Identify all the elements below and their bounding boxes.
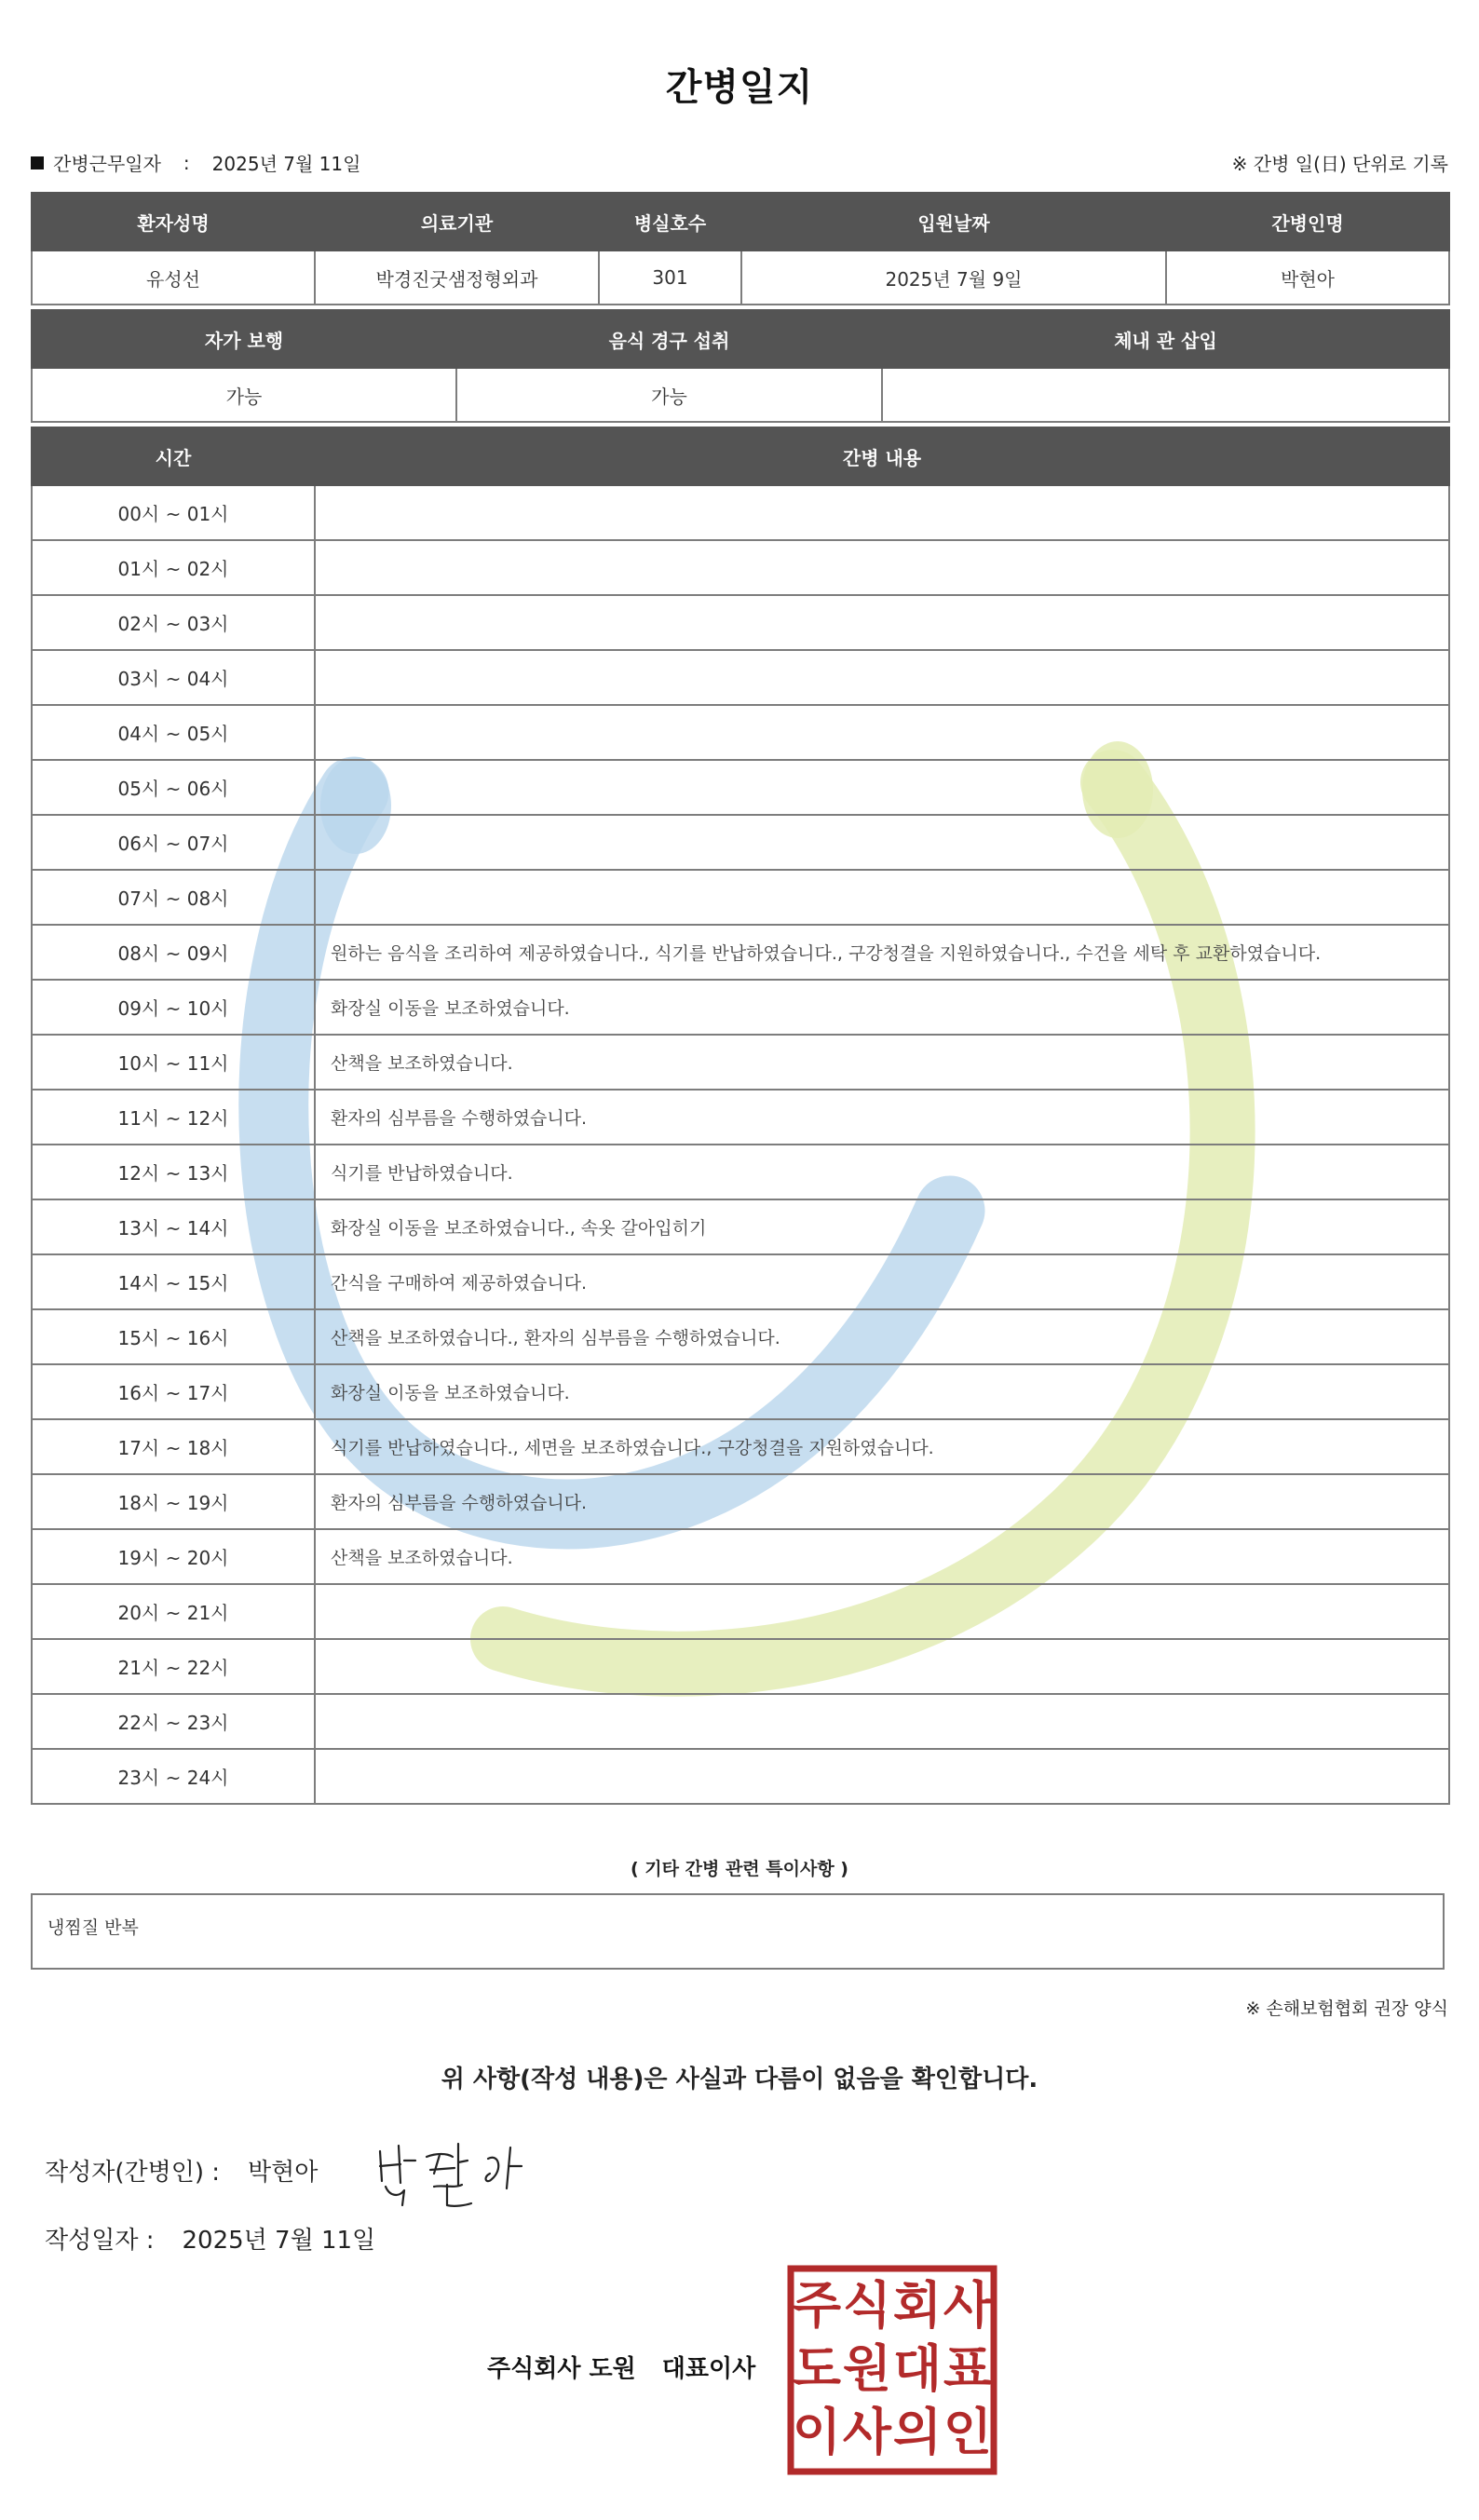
care-log-row [32,1035,1449,1090]
care-content-cell [315,1584,1449,1639]
work-date-value: 2025년 7월 11일 [211,153,361,175]
care-log-row [32,1694,1449,1749]
care-content-cell [315,870,1449,925]
company-name: 주식회사 도원 [487,2355,636,2383]
seal-character: 회 [892,2276,943,2335]
care-content-cell: 환자의 심부름을 수행하였습니다. [315,1090,1449,1145]
care-time-cell: 03시 ~ 04시 [32,650,315,705]
care-log-row [32,1090,1449,1145]
patient-name: 유성선 [32,251,315,305]
bullet-square-icon [31,156,44,169]
page-title: 간병일지 [665,66,814,109]
care-content-cell [315,705,1449,760]
care-time-cell: 06시 ~ 07시 [32,815,315,870]
header-tube-insertion: 체내 관 삽입 [882,310,1449,368]
care-time-cell: 15시 ~ 16시 [32,1309,315,1364]
care-log-row [32,870,1449,925]
care-time-cell: 12시 ~ 13시 [32,1145,315,1199]
care-time-cell: 17시 ~ 18시 [32,1419,315,1474]
care-content-cell [315,650,1449,705]
care-log-table [31,427,1450,1805]
form-source-note: ※ 손해보험협회 권장 양식 [1245,1998,1448,2019]
care-log-row [32,1419,1449,1474]
company-role: 대표이사 [661,2355,756,2383]
meta-row [31,149,1448,177]
care-content-cell [315,1749,1449,1804]
header-self-walking: 자가 보행 [32,310,456,368]
care-log-row [32,980,1449,1035]
seal-character: 인 [943,2403,993,2461]
care-log-row [32,1749,1449,1804]
care-log-row [32,595,1449,650]
care-time-cell: 01시 ~ 02시 [32,540,315,595]
care-log-row [32,1309,1449,1364]
care-content-cell: 식기를 반납하였습니다. [315,1145,1449,1199]
header-oral-intake: 음식 경구 섭취 [456,310,882,368]
company-seal-stamp [787,2265,997,2475]
writer-label: 작성자(간병인) : [45,2159,221,2187]
written-date-value: 2025년 7월 11일 [182,2227,376,2255]
care-log-row [32,650,1449,705]
seal-character: 원 [842,2339,892,2398]
care-log-row [32,925,1449,980]
header-admission-date: 입원날짜 [741,193,1166,251]
handwritten-signature [361,2133,548,2216]
company-row [487,2350,755,2384]
care-log-row [32,485,1449,540]
work-date-separator: : [183,151,190,174]
care-log-row [32,1364,1449,1419]
care-content-cell [315,1639,1449,1694]
care-time-cell: 05시 ~ 06시 [32,760,315,815]
patient-info-table [31,192,1450,305]
self-walking-value: 가능 [32,368,456,422]
care-content-cell [315,485,1449,540]
care-log-row [32,1529,1449,1584]
care-time-cell: 23시 ~ 24시 [32,1749,315,1804]
written-date-label: 작성일자 : [45,2227,155,2255]
care-content-cell [315,540,1449,595]
care-time-cell: 07시 ~ 08시 [32,870,315,925]
care-time-cell: 09시 ~ 10시 [32,980,315,1035]
admission-date: 2025년 7월 9일 [741,251,1166,305]
care-time-cell: 02시 ~ 03시 [32,595,315,650]
care-content-cell: 환자의 심부름을 수행하였습니다. [315,1474,1449,1529]
care-content-cell: 화장실 이동을 보조하였습니다., 속옷 갈아입히기 [315,1199,1449,1254]
header-room: 병실호수 [599,193,741,251]
written-date-row [45,2221,375,2256]
seal-character: 의 [892,2403,943,2461]
care-time-cell: 22시 ~ 23시 [32,1694,315,1749]
care-content-cell: 화장실 이동을 보조하였습니다. [315,980,1449,1035]
header-hospital: 의료기관 [315,193,599,251]
care-log-row [32,1584,1449,1639]
care-log-row [32,1474,1449,1529]
care-time-cell: 18시 ~ 19시 [32,1474,315,1529]
ability-table [31,309,1450,423]
header-care-content: 간병 내용 [315,427,1449,485]
care-time-cell: 00시 ~ 01시 [32,485,315,540]
writer-row [45,2153,318,2188]
care-content-cell: 화장실 이동을 보조하였습니다. [315,1364,1449,1419]
caregiver-name: 박현아 [1166,251,1449,305]
special-notes-box: 냉찜질 반복 [31,1893,1445,1970]
care-time-cell: 19시 ~ 20시 [32,1529,315,1584]
care-log-row [32,760,1449,815]
seal-character: 사 [943,2276,993,2335]
care-time-cell: 13시 ~ 14시 [32,1199,315,1254]
care-log-row [32,1199,1449,1254]
care-log-row [32,1639,1449,1694]
care-log-row [32,815,1449,870]
care-content-cell: 원하는 음식을 조리하여 제공하였습니다., 식기를 반납하였습니다., 구강청결을 지원하였습니다., 수건을 세탁 후 교환하였습니다. [315,925,1449,980]
care-time-cell: 14시 ~ 15시 [32,1254,315,1309]
seal-character: 표 [943,2339,993,2398]
care-content-cell: 산책을 보조하였습니다. [315,1035,1449,1090]
confirmation-statement: 위 사항(작성 내용)은 사실과 다름이 없음을 확인합니다. [441,2066,1038,2093]
care-content-cell: 간식을 구매하여 제공하였습니다. [315,1254,1449,1309]
care-log-row [32,540,1449,595]
seal-character: 식 [842,2276,892,2335]
record-unit-note: ※ 간병 일(日) 단위로 기록 [1231,153,1448,175]
care-time-cell: 21시 ~ 22시 [32,1639,315,1694]
care-log-row [32,1145,1449,1199]
care-log-row [32,1254,1449,1309]
header-patient-name: 환자성명 [32,193,315,251]
tube-insertion-value [882,368,1449,422]
seal-character: 대 [892,2339,943,2398]
seal-character: 이 [792,2403,842,2461]
oral-intake-value: 가능 [456,368,882,422]
care-content-cell [315,1694,1449,1749]
room-number: 301 [599,251,741,305]
writer-name: 박현아 [248,2159,319,2187]
care-time-cell: 08시 ~ 09시 [32,925,315,980]
seal-character: 사 [842,2403,892,2461]
care-time-cell: 20시 ~ 21시 [32,1584,315,1639]
header-time: 시간 [32,427,315,485]
seal-character: 도 [792,2339,842,2398]
care-time-cell: 16시 ~ 17시 [32,1364,315,1419]
header-caregiver: 간병인명 [1166,193,1449,251]
care-content-cell [315,815,1449,870]
special-notes-title: ( 기타 간병 관련 특이사항 ) [631,1859,848,1879]
care-content-cell: 식기를 반납하였습니다., 세면을 보조하였습니다., 구강청결을 지원하였습니다. [315,1419,1449,1474]
care-time-cell: 11시 ~ 12시 [32,1090,315,1145]
care-time-cell: 10시 ~ 11시 [32,1035,315,1090]
work-date-label: 간병근무일자 [53,153,161,175]
care-content-cell: 산책을 보조하였습니다. [315,1529,1449,1584]
seal-character: 주 [792,2276,842,2335]
care-log-row [32,705,1449,760]
care-content-cell [315,760,1449,815]
care-content-cell [315,595,1449,650]
care-content-cell: 산책을 보조하였습니다., 환자의 심부름을 수행하였습니다. [315,1309,1449,1364]
care-time-cell: 04시 ~ 05시 [32,705,315,760]
hospital-name: 박경진굿샘정형외과 [315,251,599,305]
